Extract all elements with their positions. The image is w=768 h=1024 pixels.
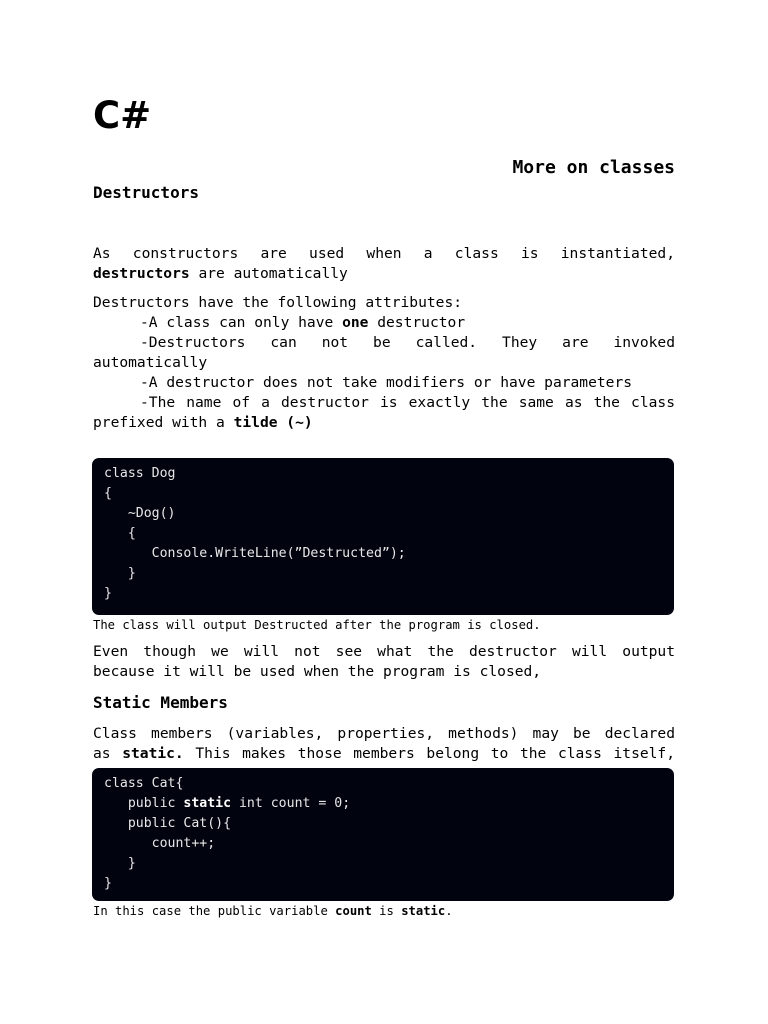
static-caption-bold: static	[401, 904, 446, 918]
attributes-list	[93, 293, 675, 433]
static-intro-post: This makes those members belong to the class itself,	[183, 745, 676, 762]
even-though-line-2: because it will be used when the program is closed,	[93, 663, 542, 680]
code-line: }	[104, 566, 136, 581]
section-subtitle: More on classes	[512, 157, 675, 178]
intro-line-2	[93, 264, 675, 284]
count-bold: count	[335, 904, 372, 918]
attribute-item-4-line-1: -The name of a destructor is exactly the same as the class	[140, 394, 675, 411]
attribute-item-4-line-2	[93, 413, 675, 433]
caption-cat-mid: is	[371, 904, 402, 918]
page-title: C#	[93, 94, 152, 137]
attributes-lead: Destructors have the following attributes:	[93, 294, 463, 311]
static-intro-paragraph	[93, 724, 675, 764]
code-line: Console.WriteLine(”Destructed”);	[104, 546, 406, 561]
code-line: }	[104, 876, 112, 891]
even-though-line-1: Even though we will not see what the destructor will output	[93, 643, 675, 660]
static-intro-line-1: Class members (variables, properties, methods) may be declared	[93, 725, 675, 742]
static-intro-pre: as	[93, 745, 123, 762]
attribute-item-1-post: destructor	[368, 314, 466, 331]
code-line-2-post: int count = 0;	[231, 796, 351, 811]
even-though-paragraph	[93, 642, 675, 682]
code-line: class Cat{	[104, 776, 184, 791]
code-line: class Dog	[104, 466, 176, 481]
tilde-bold: tilde (~)	[233, 414, 313, 431]
code-line: public Cat(){	[104, 816, 232, 831]
attribute-item-3: -A destructor does not take modifiers or have parameters	[140, 374, 633, 391]
code-block-dog	[92, 458, 674, 615]
attribute-item-1-pre: -A class can only have	[140, 314, 343, 331]
code-line: count++;	[104, 836, 216, 851]
destructors-heading: Destructors	[93, 183, 199, 202]
code-line: ~Dog()	[104, 506, 176, 521]
caption-cat-pre: In this case the public variable	[93, 904, 336, 918]
attribute-item-2-line-1: -Destructors can not be called. They are invoked	[140, 334, 675, 351]
caption-dog: The class will output Destructed after the program is closed.	[93, 618, 541, 632]
code-line: {	[104, 526, 136, 541]
static-intro-line-2	[93, 744, 675, 764]
code-line: {	[104, 486, 112, 501]
intro-line-2-rest: are automatically	[189, 265, 348, 282]
intro-line-1: As constructors are used when a class is instantiated,	[93, 245, 675, 262]
static-members-heading: Static Members	[93, 693, 228, 712]
code-line: }	[104, 586, 112, 601]
destructors-bold: destructors	[93, 265, 190, 282]
attribute-item-4-pre: prefixed with a	[93, 414, 234, 431]
caption-cat-post: .	[445, 904, 453, 918]
code-line: }	[104, 856, 136, 871]
caption-cat	[93, 903, 453, 919]
attribute-item-1	[93, 313, 675, 333]
static-keyword: static	[183, 796, 232, 811]
static-bold: static.	[122, 745, 184, 762]
code-line	[104, 794, 662, 814]
code-line-2-pre: public	[104, 796, 184, 811]
attribute-item-1-bold: one	[342, 314, 369, 331]
intro-paragraph	[93, 244, 675, 284]
attribute-item-2-line-2: automatically	[93, 354, 208, 371]
code-block-cat	[92, 768, 674, 901]
